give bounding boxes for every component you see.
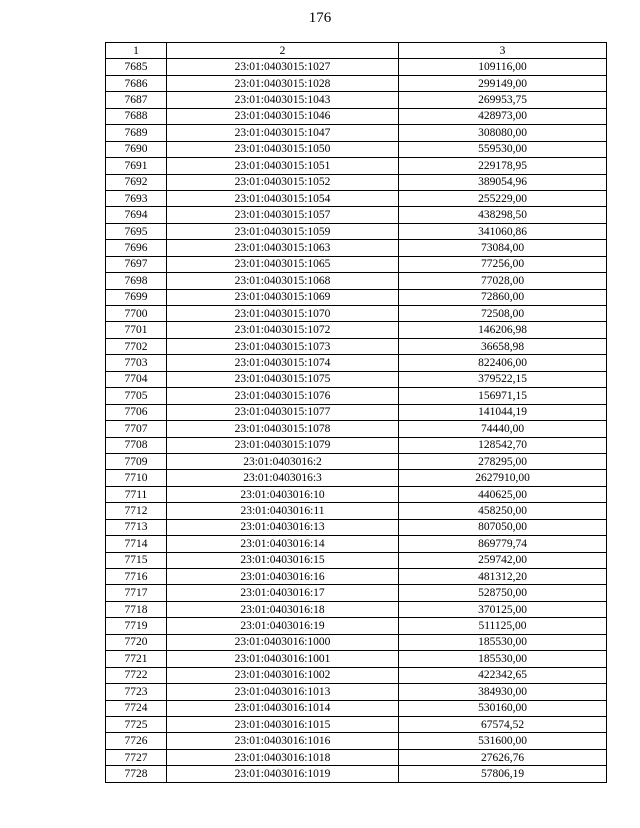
row-number-cell: 7706 bbox=[106, 404, 167, 420]
table-row bbox=[106, 503, 607, 519]
cadastral-value-cell: 341060,86 bbox=[399, 223, 607, 239]
cadastral-value-cell: 428973,00 bbox=[399, 108, 607, 124]
table-row bbox=[106, 141, 607, 157]
table-row bbox=[106, 108, 607, 124]
cadastral-value-cell: 57806,19 bbox=[399, 766, 607, 782]
table-row bbox=[106, 437, 607, 453]
cadastral-value-cell: 308080,00 bbox=[399, 125, 607, 141]
row-number-cell: 7695 bbox=[106, 223, 167, 239]
cadastral-number-cell: 23:01:0403015:1065 bbox=[167, 256, 399, 272]
table-row bbox=[106, 240, 607, 256]
cadastral-number-cell: 23:01:0403015:1075 bbox=[167, 371, 399, 387]
cadastral-number-cell: 23:01:0403016:3 bbox=[167, 470, 399, 486]
page-number: 176 bbox=[308, 10, 332, 26]
table-row bbox=[106, 618, 607, 634]
cadastral-value-cell: 77256,00 bbox=[399, 256, 607, 272]
table-row bbox=[106, 749, 607, 765]
table-row bbox=[106, 486, 607, 502]
cadastral-value-cell: 559530,00 bbox=[399, 141, 607, 157]
table-row bbox=[106, 601, 607, 617]
row-number-cell: 7693 bbox=[106, 190, 167, 206]
cadastral-number-cell: 23:01:0403016:1019 bbox=[167, 766, 399, 782]
table-row bbox=[106, 371, 607, 387]
cadastral-value-cell: 128542,70 bbox=[399, 437, 607, 453]
cadastral-value-cell: 67574,52 bbox=[399, 716, 607, 732]
cadastral-value-cell: 511125,00 bbox=[399, 618, 607, 634]
table-row bbox=[106, 733, 607, 749]
row-number-cell: 7703 bbox=[106, 355, 167, 371]
cadastral-number-cell: 23:01:0403016:18 bbox=[167, 601, 399, 617]
cadastral-number-cell: 23:01:0403015:1054 bbox=[167, 190, 399, 206]
cadastral-number-cell: 23:01:0403015:1052 bbox=[167, 174, 399, 190]
column-header-number: 1 bbox=[106, 43, 167, 59]
row-number-cell: 7694 bbox=[106, 207, 167, 223]
table-row bbox=[106, 174, 607, 190]
cadastral-number-cell: 23:01:0403015:1068 bbox=[167, 273, 399, 289]
cadastral-number-cell: 23:01:0403016:19 bbox=[167, 618, 399, 634]
table-body bbox=[106, 59, 607, 782]
cadastral-number-cell: 23:01:0403016:11 bbox=[167, 503, 399, 519]
row-number-cell: 7721 bbox=[106, 651, 167, 667]
row-number-cell: 7699 bbox=[106, 289, 167, 305]
cadastral-value-cell: 807050,00 bbox=[399, 519, 607, 535]
row-number-cell: 7707 bbox=[106, 421, 167, 437]
cadastral-value-cell: 141044,19 bbox=[399, 404, 607, 420]
row-number-cell: 7705 bbox=[106, 388, 167, 404]
cadastral-value-cell: 2627910,00 bbox=[399, 470, 607, 486]
table-row bbox=[106, 355, 607, 371]
cadastral-value-cell: 74440,00 bbox=[399, 421, 607, 437]
cadastral-value-cell: 379522,15 bbox=[399, 371, 607, 387]
cadastral-number-cell: 23:01:0403015:1076 bbox=[167, 388, 399, 404]
table-row bbox=[106, 322, 607, 338]
table-row bbox=[106, 700, 607, 716]
row-number-cell: 7712 bbox=[106, 503, 167, 519]
row-number-cell: 7689 bbox=[106, 125, 167, 141]
row-number-cell: 7696 bbox=[106, 240, 167, 256]
cadastral-number-cell: 23:01:0403015:1069 bbox=[167, 289, 399, 305]
table-row bbox=[106, 256, 607, 272]
cadastral-value-cell: 27626,76 bbox=[399, 749, 607, 765]
row-number-cell: 7719 bbox=[106, 618, 167, 634]
row-number-cell: 7726 bbox=[106, 733, 167, 749]
cadastral-number-cell: 23:01:0403015:1027 bbox=[167, 59, 399, 75]
cadastral-value-cell: 72508,00 bbox=[399, 306, 607, 322]
row-number-cell: 7700 bbox=[106, 306, 167, 322]
table-row bbox=[106, 289, 607, 305]
cadastral-value-cell: 156971,15 bbox=[399, 388, 607, 404]
cadastral-number-cell: 23:01:0403015:1057 bbox=[167, 207, 399, 223]
cadastral-number-cell: 23:01:0403015:1051 bbox=[167, 158, 399, 174]
table-row bbox=[106, 388, 607, 404]
cadastral-number-cell: 23:01:0403015:1046 bbox=[167, 108, 399, 124]
cadastral-number-cell: 23:01:0403015:1079 bbox=[167, 437, 399, 453]
cadastral-number-cell: 23:01:0403015:1047 bbox=[167, 125, 399, 141]
row-number-cell: 7724 bbox=[106, 700, 167, 716]
cadastral-value-cell: 72860,00 bbox=[399, 289, 607, 305]
cadastral-value-cell: 299149,00 bbox=[399, 75, 607, 91]
row-number-cell: 7685 bbox=[106, 59, 167, 75]
cadastral-number-cell: 23:01:0403016:17 bbox=[167, 585, 399, 601]
cadastral-number-cell: 23:01:0403016:2 bbox=[167, 453, 399, 469]
cadastral-value-cell: 36658,98 bbox=[399, 338, 607, 354]
cadastral-value-table bbox=[105, 42, 607, 783]
cadastral-value-cell: 531600,00 bbox=[399, 733, 607, 749]
table-row bbox=[106, 470, 607, 486]
cadastral-value-cell: 422342,65 bbox=[399, 667, 607, 683]
table-row bbox=[106, 273, 607, 289]
table-row bbox=[106, 190, 607, 206]
row-number-cell: 7717 bbox=[106, 585, 167, 601]
table-row bbox=[106, 667, 607, 683]
table-row bbox=[106, 421, 607, 437]
row-number-cell: 7686 bbox=[106, 75, 167, 91]
row-number-cell: 7711 bbox=[106, 486, 167, 502]
cadastral-number-cell: 23:01:0403016:1014 bbox=[167, 700, 399, 716]
cadastral-number-cell: 23:01:0403016:1002 bbox=[167, 667, 399, 683]
row-number-cell: 7723 bbox=[106, 684, 167, 700]
cadastral-value-cell: 528750,00 bbox=[399, 585, 607, 601]
row-number-cell: 7702 bbox=[106, 338, 167, 354]
cadastral-value-cell: 438298,50 bbox=[399, 207, 607, 223]
cadastral-number-cell: 23:01:0403015:1059 bbox=[167, 223, 399, 239]
cadastral-value-cell: 109116,00 bbox=[399, 59, 607, 75]
row-number-cell: 7728 bbox=[106, 766, 167, 782]
cadastral-number-cell: 23:01:0403015:1072 bbox=[167, 322, 399, 338]
row-number-cell: 7725 bbox=[106, 716, 167, 732]
cadastral-value-cell: 384930,00 bbox=[399, 684, 607, 700]
cadastral-number-cell: 23:01:0403015:1078 bbox=[167, 421, 399, 437]
table-row bbox=[106, 223, 607, 239]
cadastral-number-cell: 23:01:0403016:1000 bbox=[167, 634, 399, 650]
cadastral-number-cell: 23:01:0403015:1043 bbox=[167, 92, 399, 108]
cadastral-value-cell: 185530,00 bbox=[399, 651, 607, 667]
cadastral-number-cell: 23:01:0403016:13 bbox=[167, 519, 399, 535]
cadastral-value-cell: 255229,00 bbox=[399, 190, 607, 206]
table-row bbox=[106, 716, 607, 732]
row-number-cell: 7708 bbox=[106, 437, 167, 453]
cadastral-number-cell: 23:01:0403015:1063 bbox=[167, 240, 399, 256]
cadastral-number-cell: 23:01:0403015:1077 bbox=[167, 404, 399, 420]
cadastral-number-cell: 23:01:0403015:1074 bbox=[167, 355, 399, 371]
cadastral-number-cell: 23:01:0403016:1013 bbox=[167, 684, 399, 700]
table-row bbox=[106, 453, 607, 469]
cadastral-number-cell: 23:01:0403015:1050 bbox=[167, 141, 399, 157]
table-row bbox=[106, 306, 607, 322]
table-row bbox=[106, 404, 607, 420]
row-number-cell: 7715 bbox=[106, 552, 167, 568]
cadastral-number-cell: 23:01:0403016:1018 bbox=[167, 749, 399, 765]
row-number-cell: 7698 bbox=[106, 273, 167, 289]
cadastral-value-cell: 259742,00 bbox=[399, 552, 607, 568]
row-number-cell: 7727 bbox=[106, 749, 167, 765]
cadastral-value-cell: 185530,00 bbox=[399, 634, 607, 650]
table-row bbox=[106, 519, 607, 535]
table-row bbox=[106, 158, 607, 174]
row-number-cell: 7704 bbox=[106, 371, 167, 387]
table-row bbox=[106, 552, 607, 568]
table-row bbox=[106, 585, 607, 601]
table-row bbox=[106, 207, 607, 223]
cadastral-number-cell: 23:01:0403016:1015 bbox=[167, 716, 399, 732]
row-number-cell: 7714 bbox=[106, 536, 167, 552]
table-row bbox=[106, 125, 607, 141]
row-number-cell: 7688 bbox=[106, 108, 167, 124]
cadastral-value-cell: 822406,00 bbox=[399, 355, 607, 371]
cadastral-value-cell: 530160,00 bbox=[399, 700, 607, 716]
column-header-value: 3 bbox=[399, 43, 607, 59]
cadastral-number-cell: 23:01:0403016:15 bbox=[167, 552, 399, 568]
table-row bbox=[106, 766, 607, 782]
cadastral-value-cell: 278295,00 bbox=[399, 453, 607, 469]
cadastral-number-cell: 23:01:0403016:1016 bbox=[167, 733, 399, 749]
row-number-cell: 7716 bbox=[106, 569, 167, 585]
cadastral-number-cell: 23:01:0403016:16 bbox=[167, 569, 399, 585]
cadastral-value-cell: 77028,00 bbox=[399, 273, 607, 289]
cadastral-number-cell: 23:01:0403015:1073 bbox=[167, 338, 399, 354]
table-row bbox=[106, 92, 607, 108]
row-number-cell: 7718 bbox=[106, 601, 167, 617]
cadastral-number-cell: 23:01:0403015:1070 bbox=[167, 306, 399, 322]
cadastral-number-cell: 23:01:0403016:14 bbox=[167, 536, 399, 552]
row-number-cell: 7722 bbox=[106, 667, 167, 683]
cadastral-value-cell: 146206,98 bbox=[399, 322, 607, 338]
cadastral-value-cell: 869779,74 bbox=[399, 536, 607, 552]
row-number-cell: 7691 bbox=[106, 158, 167, 174]
cadastral-number-cell: 23:01:0403016:1001 bbox=[167, 651, 399, 667]
table-row bbox=[106, 536, 607, 552]
row-number-cell: 7690 bbox=[106, 141, 167, 157]
cadastral-value-cell: 481312,20 bbox=[399, 569, 607, 585]
table-row bbox=[106, 569, 607, 585]
table-row bbox=[106, 338, 607, 354]
cadastral-value-cell: 73084,00 bbox=[399, 240, 607, 256]
table-header-row bbox=[106, 43, 607, 59]
cadastral-value-cell: 269953,75 bbox=[399, 92, 607, 108]
cadastral-value-cell: 440625,00 bbox=[399, 486, 607, 502]
row-number-cell: 7720 bbox=[106, 634, 167, 650]
table-row bbox=[106, 75, 607, 91]
row-number-cell: 7710 bbox=[106, 470, 167, 486]
cadastral-number-cell: 23:01:0403015:1028 bbox=[167, 75, 399, 91]
column-header-cadastral-number: 2 bbox=[167, 43, 399, 59]
table-row bbox=[106, 634, 607, 650]
cadastral-value-cell: 458250,00 bbox=[399, 503, 607, 519]
cadastral-value-cell: 389054,96 bbox=[399, 174, 607, 190]
table-row bbox=[106, 59, 607, 75]
row-number-cell: 7713 bbox=[106, 519, 167, 535]
row-number-cell: 7697 bbox=[106, 256, 167, 272]
cadastral-value-cell: 370125,00 bbox=[399, 601, 607, 617]
table-row bbox=[106, 651, 607, 667]
row-number-cell: 7701 bbox=[106, 322, 167, 338]
cadastral-number-cell: 23:01:0403016:10 bbox=[167, 486, 399, 502]
row-number-cell: 7709 bbox=[106, 453, 167, 469]
row-number-cell: 7687 bbox=[106, 92, 167, 108]
table-row bbox=[106, 684, 607, 700]
row-number-cell: 7692 bbox=[106, 174, 167, 190]
cadastral-value-cell: 229178,95 bbox=[399, 158, 607, 174]
